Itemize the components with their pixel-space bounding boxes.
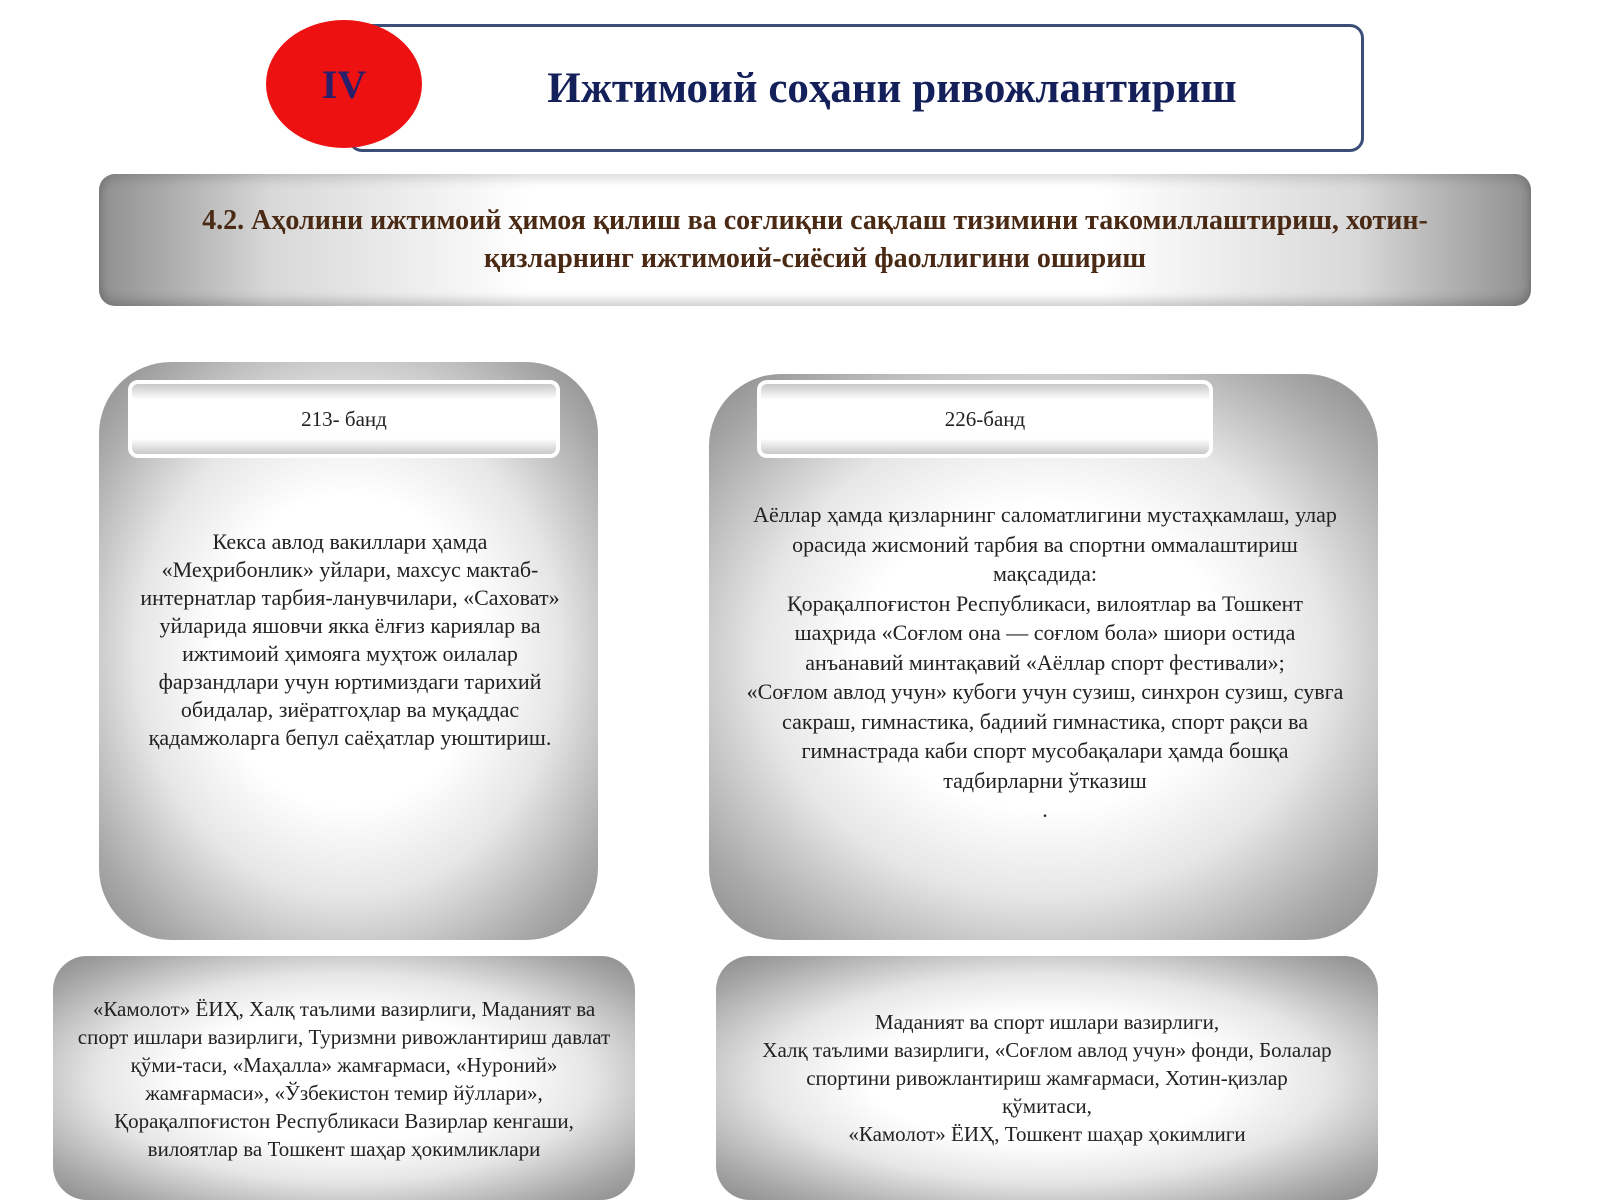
responsible-bodies-line: «Камолот» ЁИҲ, Тошкент шаҳар ҳокимлиги (848, 1122, 1246, 1146)
responsible-bodies-226-text (760, 1008, 1334, 1148)
clause-213-text: Кекса авлод вакиллари ҳамда «Меҳрибонлик» уйлари, махсус мактаб-интернатлар тарбия-ланувчилари, «Саховат» уйларида яшовчи якка ёлғиз кариялар ва ижтимоий ҳимояга муҳтож оилалар фарзандлари учун юртимиздаги тарихий обидалар, зиёратгоҳлар ва муқаддас қадамжоларга бепул саёҳатлар уюштириш. (140, 529, 560, 750)
clause-213-tab: 213- банд (128, 380, 560, 458)
page-title: Ижтимоий соҳани ривожлантириш (547, 64, 1237, 112)
responsible-bodies-213-text: «Камолот» ЁИҲ, Халқ таълими вазирлиги, Маданият ва спорт ишлари вазирлиги, Туризмни ривожлантириш давлат қўми-таси, «Маҳалла» жамғармаси, «Нуроний» жамғармаси», «Ўзбекистон темир йўллари», Қорақалпоғистон Республикаси Вазирлар кенгаши, вилоятлар ва Тошкент шаҳар ҳокимликлари (77, 997, 611, 1161)
responsible-bodies-line: Халқ таълими вазирлиги, «Соғлом авлод учун» фонди, Болалар спортини ривожлантириш жамғармаси, Хотин-қизлар қўмитаси, (762, 1038, 1332, 1118)
subsection-heading-line-1: 4.2. Аҳолини ижтимоий ҳимоя қилиш ва соғлиқни сақлаш тизимини такомиллаштириш, хотин- (202, 205, 1428, 236)
clause-226-text (745, 500, 1345, 825)
clause-226-paragraph: Қорақалпоғистон Республикаси, вилоятлар ва Тошкент шаҳрида «Соғлом она — соғлом бола» шиори остида анъанавий минтақавий «Аёллар спорт фестивали»; (786, 590, 1304, 675)
clause-226-paragraph: . (1042, 797, 1048, 822)
responsible-bodies-line: Маданият ва спорт ишлари вазирлиги, (874, 1010, 1220, 1034)
subsection-banner (99, 174, 1531, 306)
subsection-heading-line-2: қизларнинг ижтимоий-сиёсий фаоллигини ошириш (483, 243, 1146, 274)
subsection-heading (202, 202, 1428, 278)
clause-226-paragraph: «Соғлом авлод учун» кубоги учун сузиш, синхрон сузиш, сувга сакраш, гимнастика, бадиий гимнастика, спорт рақси ва гимнастрада каби спорт мусобақалари ҳамда бошқа тадбирларни ўтказиш (746, 679, 1344, 793)
clause-226-paragraph: Аёллар ҳамда қизларнинг саломатлигини мустаҳкамлаш, улар орасида жисмоний тарбия ва спортни оммалаштириш мақсадида: (753, 502, 1337, 586)
section-number-badge: IV (266, 20, 422, 148)
clause-226-tab: 226-банд (757, 380, 1213, 458)
